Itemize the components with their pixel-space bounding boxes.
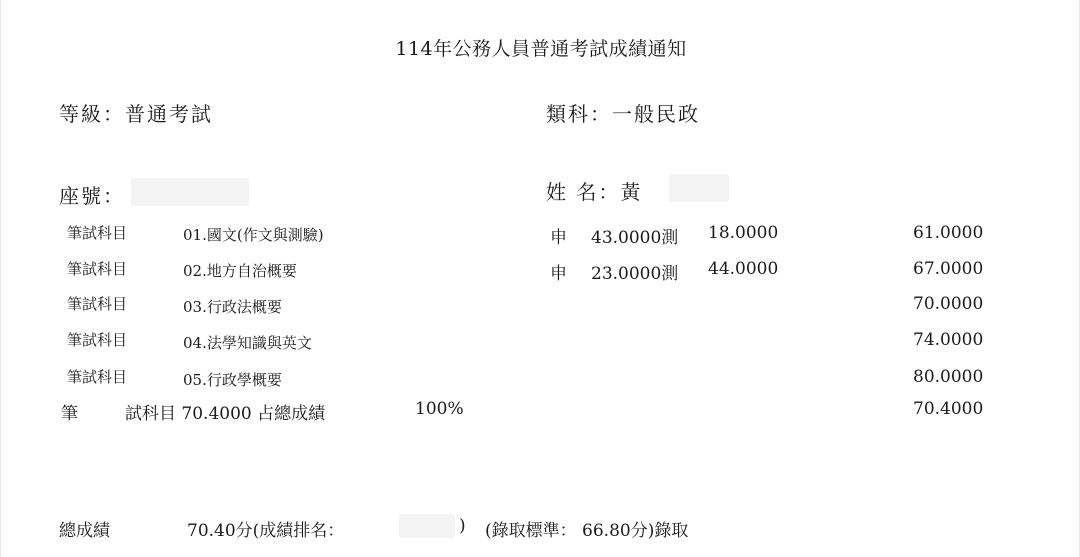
subject-tag: 筆試科目 [67, 224, 128, 242]
redacted-seat-number [131, 178, 249, 206]
admission-standard: (錄取標準： 66.80分)錄取 [485, 521, 689, 541]
subject-name: 01.國文(作文與測驗) [183, 226, 324, 244]
subject-score: 67.0000 [913, 259, 984, 279]
exam-category: 類科：一般民政 [546, 102, 700, 126]
summary-label: 試科目 70.4000 占總成績 [125, 404, 326, 424]
summary-char: 筆 [61, 404, 78, 424]
page-title: 114年公務人員普通考試成績通知 [395, 38, 687, 60]
subject-score: 80.0000 [913, 367, 984, 387]
subject-score: 61.0000 [913, 223, 984, 243]
subject-score: 74.0000 [913, 330, 984, 350]
subject-name: 03.行政法概要 [183, 298, 282, 316]
total-rank-close: ) [459, 516, 466, 536]
subject-tag: 筆試科目 [67, 295, 128, 313]
total-score-label: 總成績 [59, 521, 110, 541]
subject-mark: 申 [550, 228, 567, 248]
subject-part2: 18.0000 [708, 223, 779, 243]
seat-number-label: 座號： [59, 184, 125, 208]
subject-tag: 筆試科目 [67, 331, 128, 349]
redacted-rank [399, 514, 455, 538]
subject-score: 70.0000 [913, 294, 984, 314]
subject-part2: 44.0000 [708, 259, 779, 279]
total-score-value: 70.40分(成績排名： [187, 521, 345, 541]
subject-part1: 43.0000測 [591, 228, 679, 248]
subject-mark: 申 [550, 264, 567, 284]
exam-level: 等級：普通考試 [59, 102, 213, 126]
subject-name: 02.地方自治概要 [183, 262, 297, 280]
subject-name: 05.行政學概要 [183, 371, 282, 389]
subject-name: 04.法學知識與英文 [183, 334, 312, 352]
subject-part1: 23.0000測 [591, 264, 679, 284]
subject-tag: 筆試科目 [67, 260, 128, 278]
redacted-name [669, 174, 729, 202]
candidate-name: 姓 名：黃 [546, 180, 643, 204]
summary-score: 70.4000 [913, 399, 984, 419]
summary-percent: 100% [415, 399, 464, 419]
subject-tag: 筆試科目 [67, 368, 128, 386]
